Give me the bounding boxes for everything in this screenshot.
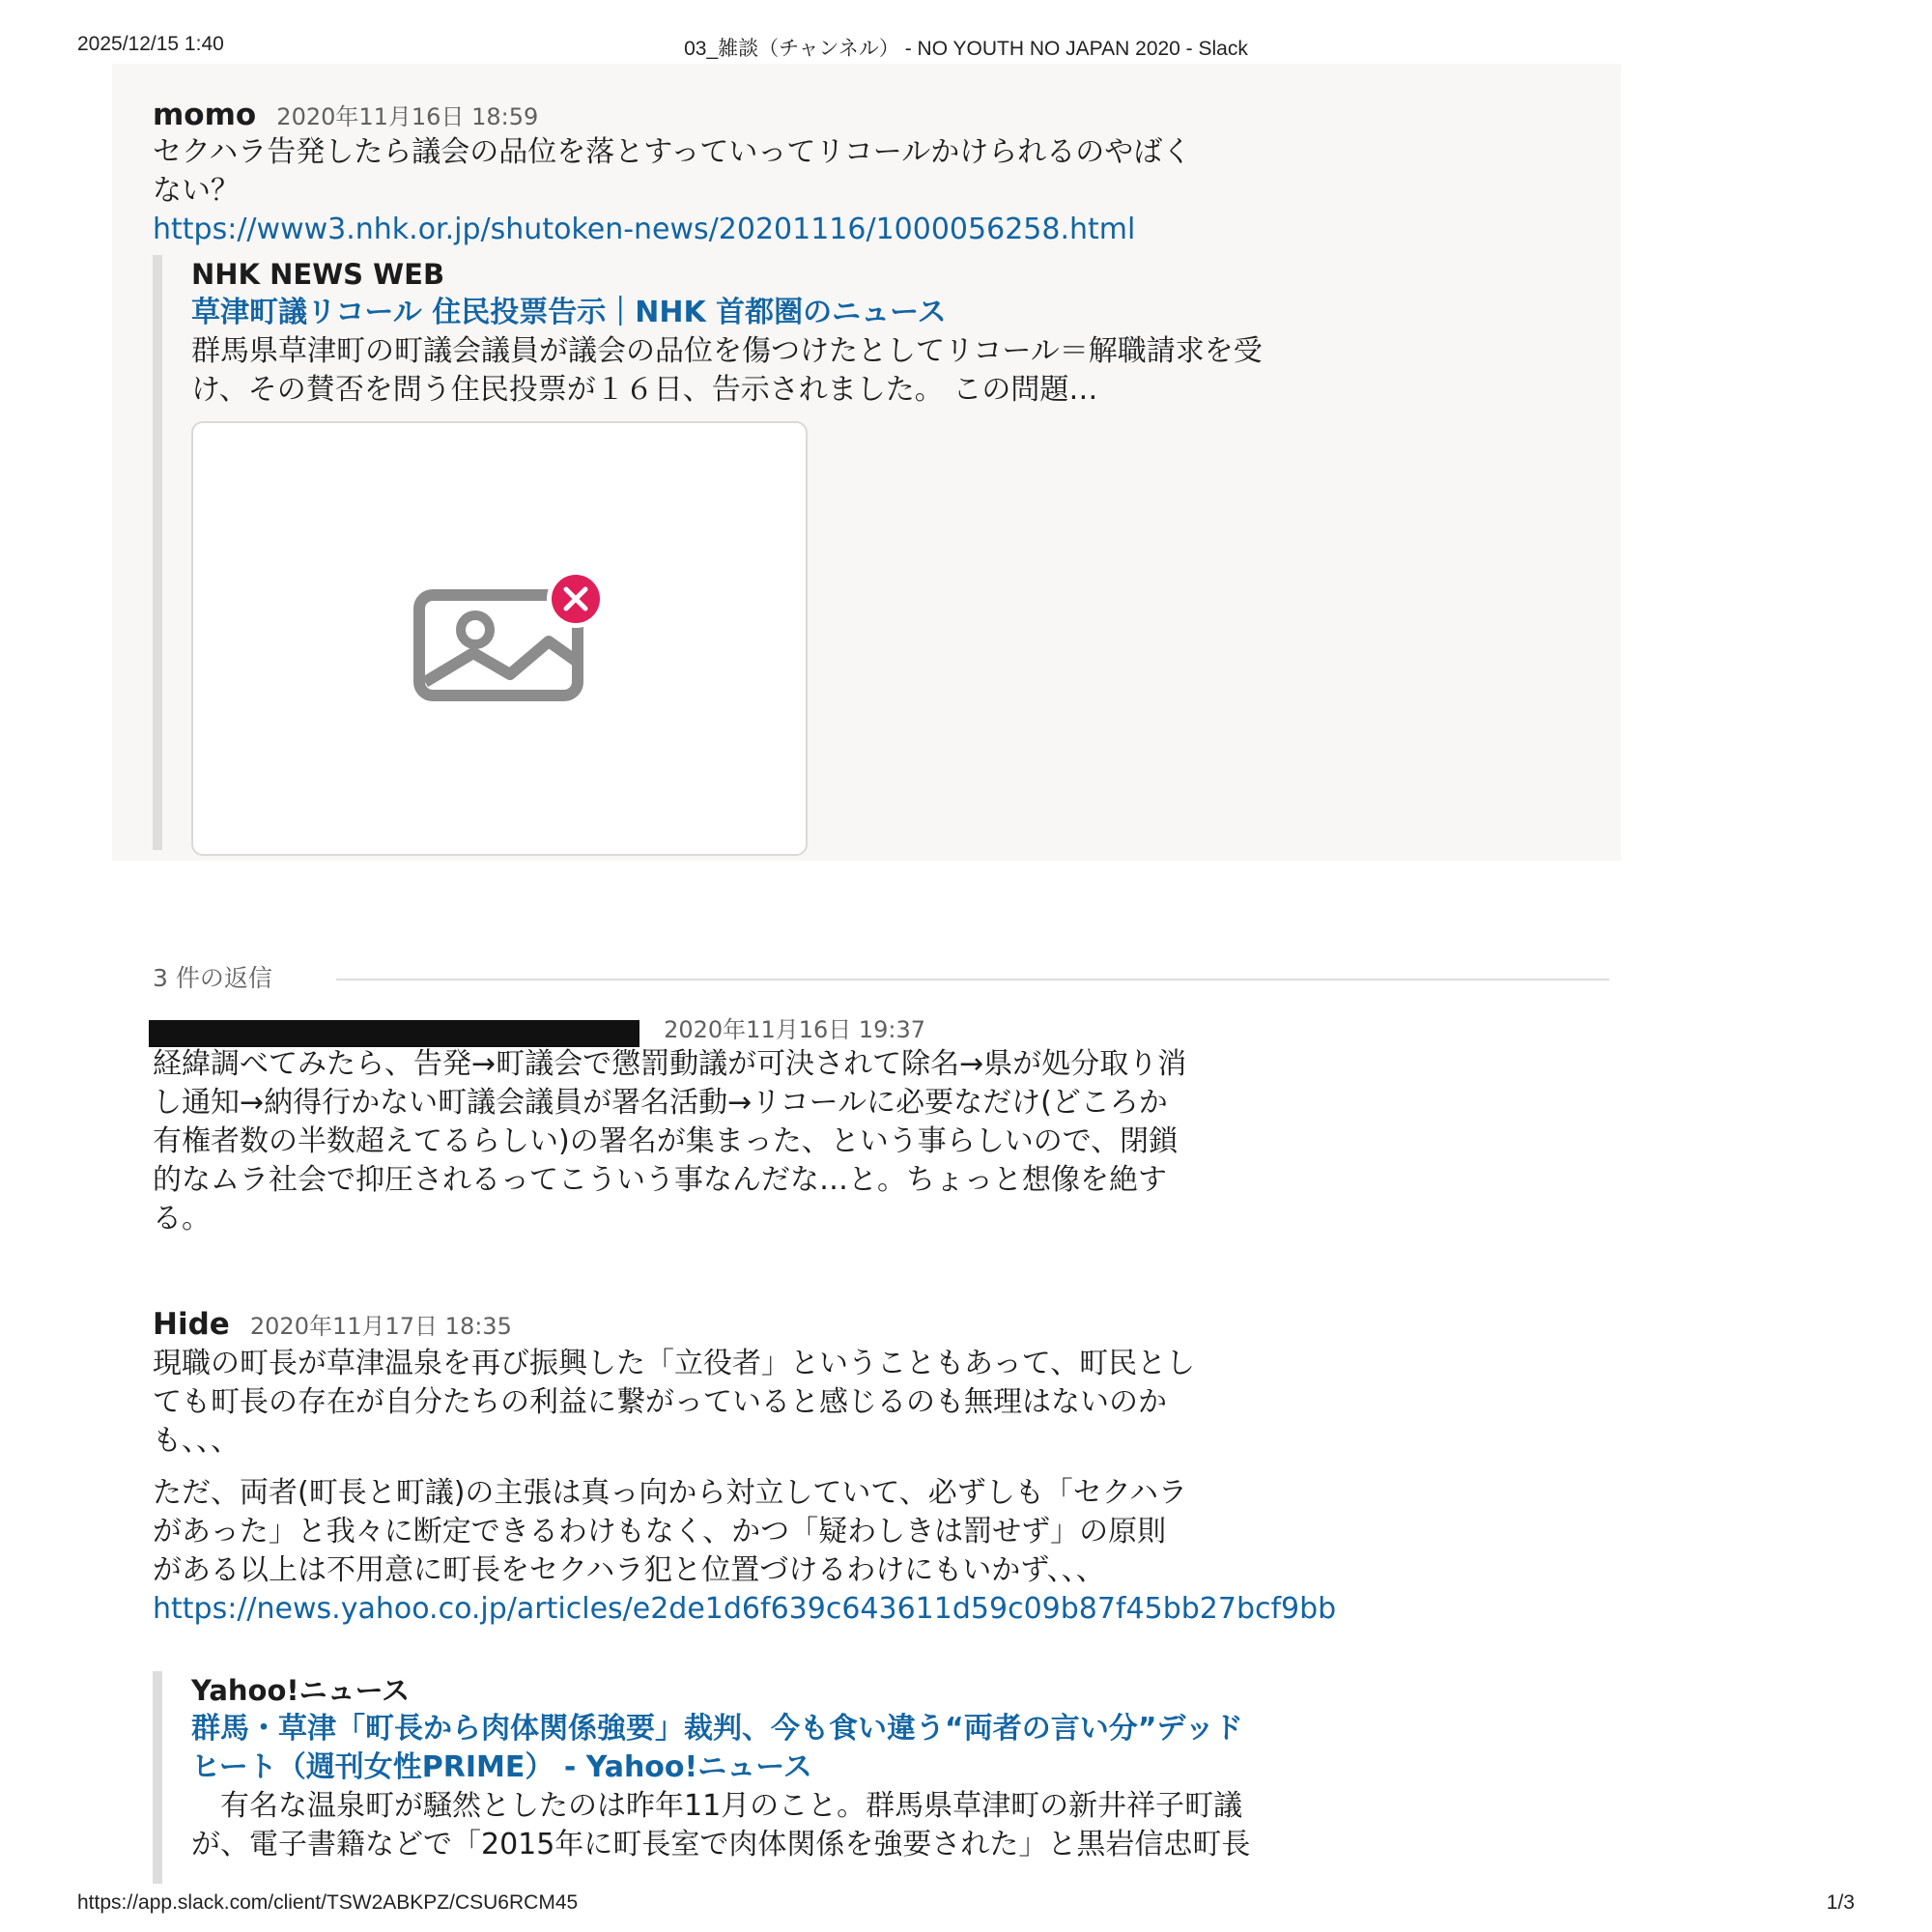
link-unfurl-yahoo <box>153 1671 1250 1884</box>
print-page-number: 1/3 <box>1826 1891 1855 1914</box>
message-link[interactable]: https://www3.nhk.or.jp/shutoken-news/20201116/1000056258.html <box>153 213 1136 246</box>
reply-1-timestamp[interactable]: 2020年11月16日 19:37 <box>664 1016 926 1043</box>
unfurl-service-name: Yahoo!ニュース <box>191 1674 411 1707</box>
divider-line <box>336 979 1609 980</box>
print-header <box>0 33 1932 60</box>
print-page-title: 03_雑談（チャンネル） - NO YOUTH NO JAPAN 2020 - Slack <box>684 38 1248 60</box>
reply-2-link[interactable]: https://news.yahoo.co.jp/articles/e2de1d6f639c643611d59c09b87f45bb27bcf9bb <box>153 1592 1337 1626</box>
message-author[interactable]: momo <box>153 98 257 132</box>
reply-1-body <box>153 1045 1524 1238</box>
link-unfurl-nhk <box>153 255 1263 850</box>
replies-divider <box>153 959 1609 998</box>
unfurl-description: 有名な温泉町が騒然としたのは昨年11月のこと。群馬県草津町の新井祥子町議 が、電子書籍などで「2015年に町長室で肉体関係を強要された」と黒岩信忠町長 <box>191 1789 1251 1861</box>
reply-2-text-1: 現職の町長が草津温泉を再び振興した「立役者」ということもあって、町民とし ても町長の存在が自分たちの利益に繋がっていると感じるのも無理はないのか も、、、 <box>153 1347 1196 1458</box>
unfurl-image-placeholder[interactable] <box>191 421 808 856</box>
reply-2-timestamp[interactable]: 2020年11月17日 18:35 <box>249 1313 512 1340</box>
reply-2-body <box>153 1345 1524 1629</box>
message-text: セクハラ告発したら議会の品位を落とすっていってリコールかけられるのやばく ない？ <box>153 135 1192 208</box>
unfurl-service-name: NHK NEWS WEB <box>191 258 445 291</box>
reply-2-author[interactable]: Hide <box>153 1307 230 1342</box>
redacted-author-name <box>149 1020 639 1047</box>
unfurl-title-link[interactable]: 草津町議リコール 住民投票告示｜NHK 首都圏のニュース <box>191 296 947 329</box>
reply-1-text: 経緯調べてみたら、告発→町議会で懲罰動議が可決されて除名→県が処分取り消 し通知→納得行かない町議会議員が署名活動→リコールに必要なだけ(どころか 有権者数の半数超えてるらしい)の署名が集まった、という事らしいので、閉鎖 的なムラ社会で抑圧されるってこういう事なんだな…と。ちょっと想像を絶す る。 <box>153 1047 1187 1236</box>
broken-image-icon <box>413 568 626 713</box>
unfurl-title-link[interactable]: 群馬・草津「町長から肉体関係強要」裁判、今も食い違う“両者の言い分”デッド ヒート（週刊女性PRIME） - Yahoo!ニュース <box>191 1712 1243 1784</box>
print-url: https://app.slack.com/client/TSW2ABKPZ/CSU6RCM45 <box>77 1891 579 1914</box>
print-footer <box>0 1891 1932 1918</box>
print-datetime: 2025/12/15 1:40 <box>77 33 224 55</box>
parent-message-body <box>153 133 1524 249</box>
reply-2-text-2: ただ、両者(町長と町議)の主張は真っ向から対立していて、必ずしも「セクハラ があった」と我々に断定できるわけもなく、かつ「疑わしきは罰せず」の原則 がある以上は不用意に町長をセクハラ犯と位置づけるわけにもいかず、、、 <box>153 1476 1188 1587</box>
replies-count-label: 3 件の返信 <box>153 964 272 992</box>
unfurl-description: 群馬県草津町の町議会議員が議会の品位を傷つけたとしてリコール＝解職請求を受 け、その賛否を問う住民投票が１６日、告示されました。 この問題… <box>191 334 1263 407</box>
reply-2-header <box>153 1304 1524 1350</box>
message-timestamp[interactable]: 2020年11月16日 18:59 <box>276 103 539 130</box>
